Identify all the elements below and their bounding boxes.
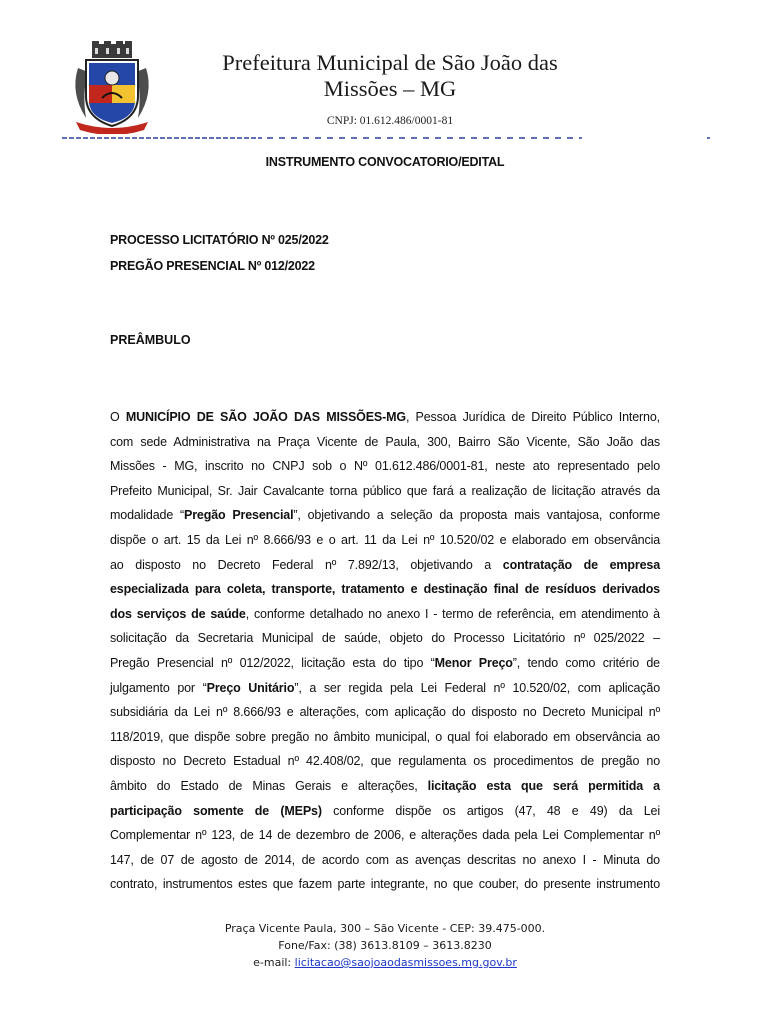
body-line: Prefeito Municipal, Sr. Jair Cavalcante torna público que fará a realização de licitação através da <box>110 483 660 498</box>
body-line: julgamento por “Preço Unitário”, a ser regida pela Lei Federal nº 10.520/02, com aplicação <box>110 680 661 695</box>
body-line: especializada para coleta, transporte, tratamento e destinação final de resíduos derivados <box>110 582 660 597</box>
footer-phone: Fone/Fax: (38) 3613.8109 – 3613.8230 <box>278 939 492 952</box>
pregao-number: PREGÃO PRESENCIAL Nº 012/2022 <box>110 259 315 273</box>
body-line: solicitação da Secretaria Municipal de saúde, objeto do Processo Licitatório nº 025/2022 – <box>110 631 660 646</box>
body-line: participação somente de (MEPs) conforme dispõe os artigos (47, 48 e 49) da Lei <box>110 803 660 818</box>
body-line: contrato, instrumentos estes que fazem parte integrante, no que couber, do presente instrumento <box>110 877 660 892</box>
body-line: ao disposto no Decreto Federal nº 7.892/13, objetivando a contratação de empresa <box>110 557 660 572</box>
page-footer <box>0 920 770 971</box>
body-line: dispõe o art. 15 da Lei nº 8.666/93 e o art. 11 da Lei nº 10.520/02 e elaborado em observância <box>110 532 660 547</box>
footer-email-line <box>0 954 770 971</box>
document-type-heading: INSTRUMENTO CONVOCATORIO/EDITAL <box>265 155 505 169</box>
body-line: 118/2019, que dispõe sobre pregão no âmbito municipal, o qual foi elaborado em observância ao <box>110 729 660 744</box>
body-line: âmbito do Estado de Minas Gerais e alterações, licitação esta que será permitida a <box>110 778 660 793</box>
municipality-title-line2: Missões – MG <box>323 76 457 101</box>
municipality-title <box>190 50 590 102</box>
municipal-coat-of-arms <box>64 38 160 134</box>
header-divider <box>62 136 712 140</box>
body-line: 147, de 07 de agosto de 2014, de acordo com as avenças descritas no anexo I - Minuta do <box>110 852 660 867</box>
body-line: Pregão Presencial nº 012/2022, licitação esta do tipo “Menor Preço”, tendo como critério de <box>110 655 660 670</box>
footer-address: Praça Vicente Paula, 300 – São Vicente - CEP: 39.475-000. <box>224 922 546 935</box>
body-line: Complementar nº 123, de 14 de dezembro de 2006, e alterações dada pela Lei Complementar nº <box>110 828 660 843</box>
preamble-body <box>110 405 660 897</box>
process-number: PROCESSO LICITATÓRIO Nº 025/2022 <box>110 233 329 247</box>
cnpj-line: CNPJ: 01.612.486/0001-81 <box>326 115 454 127</box>
body-line: dos serviços de saúde, conforme detalhado no anexo I - termo de referência, em atendimento à <box>110 606 660 621</box>
footer-email-label: e-mail: <box>253 956 295 969</box>
body-line: Missões - MG, inscrito no CNPJ sob o Nº 01.612.486/0001-81, neste ato representado pelo <box>110 459 660 474</box>
body-line: com sede Administrativa na Praça Vicente de Paula, 300, Bairro São Vicente, São João das <box>110 434 660 449</box>
body-line: O MUNICÍPIO DE SÃO JOÃO DAS MISSÕES-MG, Pessoa Jurídica de Direito Público Interno, <box>110 410 660 424</box>
body-line: modalidade “Pregão Presencial”, objetivando a seleção da proposta mais vantajosa, conforme <box>110 508 661 523</box>
body-line: subsidiária da Lei nº 8.666/93 e alterações, com aplicação do disposto no Decreto Municipal nº <box>110 705 660 720</box>
municipality-title-line1: Prefeitura Municipal de São João das <box>222 50 558 75</box>
footer-email-link[interactable]: licitacao@saojoaodasmissoes.mg.gov.br <box>294 956 517 969</box>
preamble-heading: PREÂMBULO <box>110 333 191 347</box>
body-line: disposto no Decreto Estadual nº 42.408/02, que regulamenta os procedimentos de pregão no <box>110 754 660 769</box>
